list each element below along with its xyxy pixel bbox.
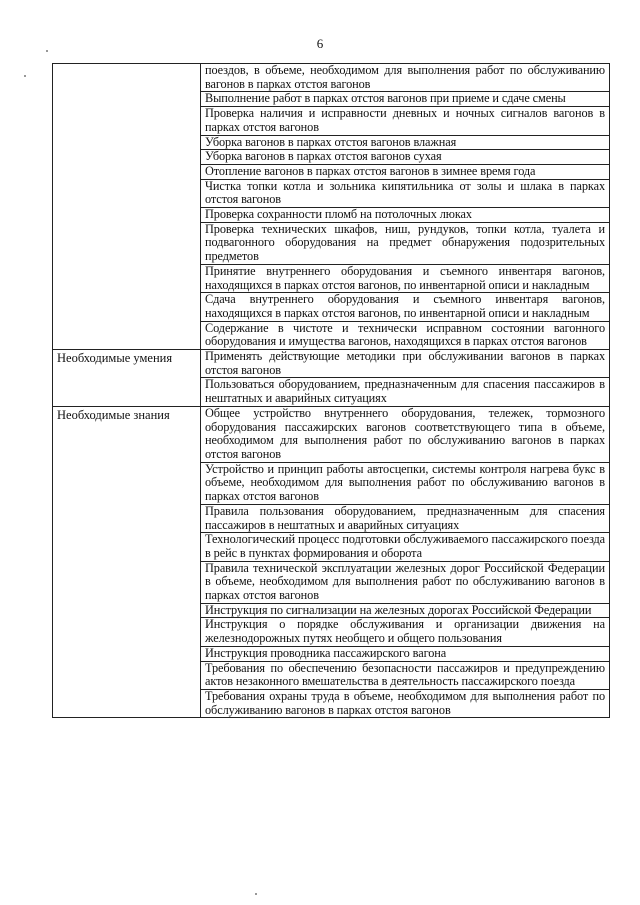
table-cell: Инструкция по сигнализации на железных дорогах Российской Федерации <box>201 603 610 618</box>
table-cell: Технологический процесс подготовки обслуживаемого пассажирского поезда в рейс в пунктах формирования и оборота <box>201 533 610 561</box>
table-cell: Проверка сохранности пломб на потолочных люках <box>201 208 610 223</box>
table-cell: Сдача внутреннего оборудования и съемного инвентаря вагонов, находящихся в парках отстоя вагонов, по инвентарной описи и накладным <box>201 293 610 321</box>
table-cell: Пользоваться оборудованием, предназначенным для спасения пассажиров в нештатных и аварийных ситуациях <box>201 378 610 406</box>
table-cell: поездов, в объеме, необходимом для выполнения работ по обслуживанию вагонов в парках отстоя вагонов <box>201 64 610 92</box>
page-number: 6 <box>316 36 324 51</box>
table-cell: Принятие внутреннего оборудования и съемного инвентаря вагонов, находящихся в парках отстоя вагонов, по инвентарной описи и накладным <box>201 264 610 292</box>
table-cell: Проверка технических шкафов, ниш, рундуков, топки котла, туалета и подвагонного оборудования на предмет обнаружения подозрительных предметов <box>201 222 610 264</box>
section-label-labor-actions <box>53 64 201 350</box>
table-cell: Выполнение работ в парках отстоя вагонов при приеме и сдаче смены <box>201 92 610 107</box>
table-cell: Отопление вагонов в парках отстоя вагонов в зимнее время года <box>201 164 610 179</box>
table-cell: Требования по обеспечению безопасности пассажиров и предупреждению актов незаконного вмешательства в деятельность пассажирского поезда <box>201 661 610 689</box>
table-cell: Проверка наличия и исправности дневных и ночных сигналов вагонов в парках отстоя вагонов <box>201 107 610 135</box>
table-cell: Уборка вагонов в парках отстоя вагонов влажная <box>201 135 610 150</box>
table-cell: Инструкция проводника пассажирского вагона <box>201 646 610 661</box>
table-cell: Чистка топки котла и зольника кипятильника от золы и шлака в парках отстоя вагонов <box>201 179 610 207</box>
table-cell: Общее устройство внутреннего оборудования, тележек, тормозного оборудования пассажирских вагонов соответствующего типа в объеме, необходимом для выполнения работ по обслуживанию вагонов в парках отстоя вагонов <box>201 406 610 462</box>
table-row <box>53 406 610 462</box>
table-cell: Правила пользования оборудованием, предназначенным для спасения пассажиров в нештатных и аварийных ситуациях <box>201 504 610 532</box>
competency-table <box>52 63 610 718</box>
table-row <box>53 64 610 92</box>
table-cell: Требования охраны труда в объеме, необходимом для выполнения работ по обслуживанию вагонов в парках отстоя вагонов <box>201 689 610 717</box>
table-cell: Инструкция о порядке обслуживания и организации движения на железнодорожных путях необщего и общего пользования <box>201 618 610 646</box>
table-row <box>53 350 610 378</box>
table-cell: Применять действующие методики при обслуживании вагонов в парках отстоя вагонов <box>201 350 610 378</box>
scan-speck <box>46 50 48 52</box>
table-cell: Устройство и принцип работы автосцепки, системы контроля нагрева букс в объеме, необходимом для выполнения работ по обслуживанию вагонов в парках отстоя вагонов <box>201 462 610 504</box>
scan-speck <box>24 75 26 77</box>
section-label-required-skills: Необходимые умения <box>53 350 201 407</box>
table-cell: Содержание в чистоте и технически исправном состоянии вагонного оборудования и имущества вагонов, находящихся в парках отстоя вагонов <box>201 321 610 349</box>
scan-speck <box>255 893 257 895</box>
table-cell: Правила технической эксплуатации железных дорог Российской Федерации в объеме, необходимом для выполнения работ по обслуживанию вагонов в парках отстоя вагонов <box>201 561 610 603</box>
section-label-required-knowledge: Необходимые знания <box>53 406 201 717</box>
table-cell: Уборка вагонов в парках отстоя вагонов сухая <box>201 150 610 165</box>
